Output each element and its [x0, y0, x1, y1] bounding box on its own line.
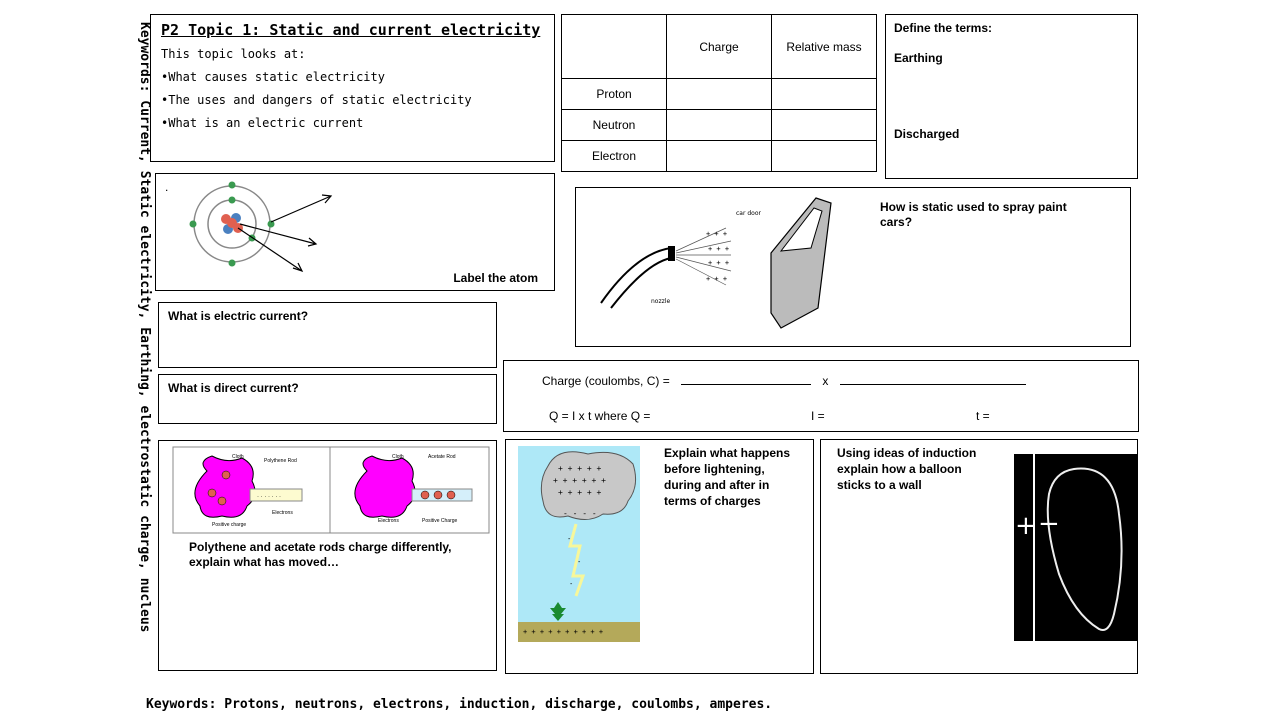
table-cell[interactable] [667, 79, 772, 110]
svg-text:+ + + + + +: + + + + + + [553, 476, 606, 485]
bottom-keywords: Keywords: Protons, neutrons, electrons, induction, discharge, coulombs, amperes. [146, 697, 773, 712]
table-cell[interactable] [667, 110, 772, 141]
charge-label: Charge (coulombs, C) = [542, 374, 670, 388]
rods-right-cloth: Cloth [392, 454, 404, 460]
table-cell[interactable] [772, 110, 877, 141]
rods-left-rod: Polythene Rod [264, 458, 297, 464]
topic-title: P2 Topic 1: Static and current electricity [161, 21, 541, 39]
svg-text:-: - [568, 536, 571, 543]
lightning-box [505, 439, 814, 674]
charge-equation-box [503, 360, 1139, 432]
electric-current-question: What is electric current? [168, 309, 309, 323]
svg-text:-: - [570, 581, 573, 588]
svg-text:-: - [578, 559, 581, 566]
atom-label: Label the atom [453, 271, 538, 285]
topic-intro: This topic looks at: [161, 47, 306, 61]
balloon-question: Using ideas of induction explain how a balloon sticks to a wall [837, 446, 977, 492]
svg-text:+ + +: + + + [706, 275, 728, 283]
spray-question: How is static used to spray paint cars? [880, 200, 1067, 229]
balloon-diagram [1014, 454, 1138, 641]
define-heading: Define the terms: [894, 21, 993, 35]
topic-box [150, 14, 555, 162]
electric-current-box[interactable] [158, 302, 497, 368]
nozzle-label: nozzle [651, 298, 671, 305]
define-term-earthing: Earthing [894, 51, 943, 65]
charge-times: x [822, 374, 829, 388]
topic-bullet: •The uses and dangers of static electricity [161, 93, 472, 107]
table-cell[interactable] [667, 141, 772, 172]
particle-table [561, 14, 877, 172]
svg-text:+ + + + + + + + + +: + + + + + + + + + + [523, 628, 604, 636]
table-cell[interactable] [772, 141, 877, 172]
rods-right-pos: Positive Charge [422, 518, 458, 524]
side-keywords [132, 22, 152, 633]
rods-left-cloth: Cloth [232, 454, 244, 460]
table-header-mass: Relative mass [772, 15, 877, 79]
table-header-charge: Charge [667, 15, 772, 79]
table-header-blank [562, 15, 667, 79]
svg-text:+ + +: + + + [706, 230, 728, 238]
rods-diagram [172, 446, 490, 536]
svg-text:+ + +: + + + [708, 245, 730, 253]
rods-left-pos: Positive charge [212, 522, 247, 528]
car-door-label: car door [736, 210, 761, 217]
charge-eq-q: Q = I x t where Q = [549, 409, 651, 423]
rods-right-elec: Electrons [378, 518, 399, 524]
balloon-box [820, 439, 1138, 674]
svg-text:- - - -: - - - - [563, 509, 597, 518]
table-row-label: Proton [562, 79, 667, 110]
lightning-question: Explain what happens before lightening, during and after in terms of charges [664, 446, 791, 508]
charge-blank-2[interactable] [840, 384, 1026, 385]
define-box [885, 14, 1138, 179]
side-keywords-text: Keywords: Current, Static electricity, Earthing, electrostatic charge, nucleus [137, 22, 152, 633]
svg-text:· · · · · · ·: · · · · · · · [257, 494, 281, 500]
charge-row [542, 374, 1026, 388]
topic-bullet: •What causes static electricity [161, 70, 385, 84]
balloon-plus: + [1015, 511, 1037, 541]
direct-current-question: What is direct current? [168, 381, 299, 395]
svg-text:+ + +: + + + [708, 259, 730, 267]
svg-text:+ + + + +: + + + + + [558, 488, 602, 497]
charge-blank-1[interactable] [681, 384, 811, 385]
lightning-diagram [518, 446, 640, 642]
svg-text:+ + + + +: + + + + + [558, 464, 602, 473]
rods-box [158, 440, 497, 671]
define-term-discharged: Discharged [894, 127, 960, 141]
direct-current-box[interactable] [158, 374, 497, 424]
table-cell[interactable] [772, 79, 877, 110]
spray-diagram [586, 193, 886, 343]
atom-dot: . [165, 180, 169, 194]
rods-left-elec: Electrons [272, 510, 293, 516]
table-row-label: Electron [562, 141, 667, 172]
balloon-minus: − [1038, 509, 1060, 539]
charge-eq-i: I = [811, 409, 825, 423]
rods-question: Polythene and acetate rods charge differently, explain what has moved… [189, 540, 452, 569]
rods-right-rod: Acetate Rod [428, 454, 456, 460]
charge-eq-t: t = [976, 409, 990, 423]
table-row-label: Neutron [562, 110, 667, 141]
topic-bullet: •What is an electric current [161, 116, 364, 130]
atom-box [155, 173, 555, 291]
spray-box [575, 187, 1131, 347]
